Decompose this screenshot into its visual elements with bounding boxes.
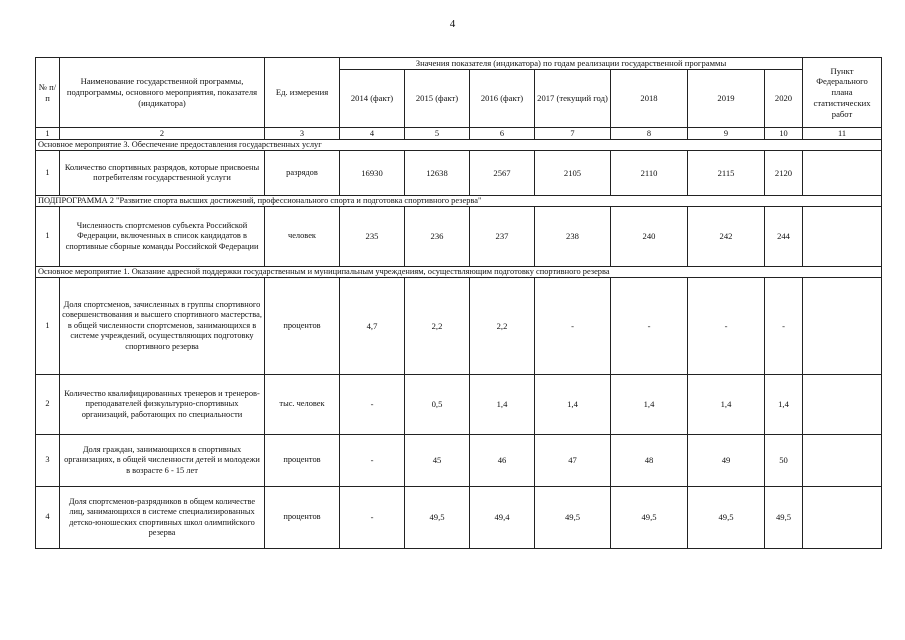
stat-item bbox=[803, 151, 882, 196]
column-number: 1 bbox=[36, 128, 60, 140]
value-cell: 4,7 bbox=[340, 278, 405, 375]
indicator-name: Доля граждан, занимающихся в спортивных организациях, в общей численности детей и молодежи в возрасте 6 - 15 лет bbox=[60, 435, 265, 487]
value-cell: 237 bbox=[470, 207, 535, 267]
stat-item bbox=[803, 435, 882, 487]
value-cell: 236 bbox=[405, 207, 470, 267]
header-year: 2018 bbox=[611, 70, 688, 128]
value-cell: 49 bbox=[688, 435, 765, 487]
column-number: 10 bbox=[765, 128, 803, 140]
page-number: 4 bbox=[449, 18, 456, 30]
unit: процентов bbox=[265, 278, 340, 375]
value-cell: - bbox=[340, 435, 405, 487]
row-num: 4 bbox=[36, 487, 60, 549]
value-cell: 48 bbox=[611, 435, 688, 487]
value-cell: 12638 bbox=[405, 151, 470, 196]
row-num: 1 bbox=[36, 207, 60, 267]
header-year: 2019 bbox=[688, 70, 765, 128]
column-number: 6 bbox=[470, 128, 535, 140]
value-cell: 16930 bbox=[340, 151, 405, 196]
section-title: Основное мероприятие 3. Обеспечение предоставления государственных услуг bbox=[36, 140, 882, 151]
column-number: 3 bbox=[265, 128, 340, 140]
header-unit: Ед. измерения bbox=[265, 58, 340, 128]
header-values-group: Значения показателя (индикатора) по годам реализации государственной программы bbox=[340, 58, 803, 70]
header-year: 2016 (факт) bbox=[470, 70, 535, 128]
indicator-name: Доля спортсменов, зачисленных в группы спортивного совершенствования и высшего спортивного мастерства, в общей численности спортсменов, занимающихся в системе учреждений, осуществляющих подготовку спортивного резерва bbox=[60, 278, 265, 375]
column-number: 9 bbox=[688, 128, 765, 140]
value-cell: 49,5 bbox=[688, 487, 765, 549]
section-row bbox=[36, 196, 882, 207]
value-cell: 244 bbox=[765, 207, 803, 267]
value-cell: 1,4 bbox=[765, 375, 803, 435]
column-number: 2 bbox=[60, 128, 265, 140]
unit: тыс. человек bbox=[265, 375, 340, 435]
section-title: ПОДПРОГРАММА 2 "Развитие спорта высших достижений, профессионального спорта и подготовка спортивного резерва" bbox=[36, 196, 882, 207]
row-num: 1 bbox=[36, 278, 60, 375]
column-number: 5 bbox=[405, 128, 470, 140]
column-number: 7 bbox=[535, 128, 611, 140]
indicator-name: Доля спортсменов-разрядников в общем количестве лиц, занимающихся в системе специализированных детско-юношеских спортивных школ олимпийского резерва bbox=[60, 487, 265, 549]
value-cell: 1,4 bbox=[535, 375, 611, 435]
indicator-name: Численность спортсменов субъекта Российской Федерации, включенных в список кандидатов в спортивные сборные команды Российской Федерации bbox=[60, 207, 265, 267]
value-cell: 2120 bbox=[765, 151, 803, 196]
value-cell: 49,5 bbox=[535, 487, 611, 549]
value-cell: 49,5 bbox=[611, 487, 688, 549]
value-cell: 1,4 bbox=[470, 375, 535, 435]
unit: человек bbox=[265, 207, 340, 267]
header-year: 2014 (факт) bbox=[340, 70, 405, 128]
value-cell: - bbox=[340, 375, 405, 435]
table-row bbox=[36, 151, 882, 196]
indicator-name: Количество квалифицированных тренеров и тренеров-преподавателей физкультурно-спортивных организаций, работающих по специальности bbox=[60, 375, 265, 435]
value-cell: 0,5 bbox=[405, 375, 470, 435]
value-cell: 49,5 bbox=[405, 487, 470, 549]
unit: разрядов bbox=[265, 151, 340, 196]
value-cell: - bbox=[688, 278, 765, 375]
row-num: 2 bbox=[36, 375, 60, 435]
value-cell: 2567 bbox=[470, 151, 535, 196]
value-cell: 45 bbox=[405, 435, 470, 487]
header-year: 2017 (текущий год) bbox=[535, 70, 611, 128]
header-stat-item: Пункт Федерального плана статистических работ bbox=[803, 58, 882, 128]
value-cell: - bbox=[535, 278, 611, 375]
value-cell: 2105 bbox=[535, 151, 611, 196]
column-number: 11 bbox=[803, 128, 882, 140]
column-number: 8 bbox=[611, 128, 688, 140]
stat-item bbox=[803, 375, 882, 435]
table-row bbox=[36, 278, 882, 375]
column-number: 4 bbox=[340, 128, 405, 140]
value-cell: 2,2 bbox=[470, 278, 535, 375]
value-cell: - bbox=[340, 487, 405, 549]
table-row bbox=[36, 375, 882, 435]
section-row bbox=[36, 140, 882, 151]
value-cell: 240 bbox=[611, 207, 688, 267]
section-title: Основное мероприятие 1. Оказание адресной поддержки государственным и муниципальным учреждениям, осуществляющим подготовку спортивного резерва bbox=[36, 267, 882, 278]
value-cell: 2,2 bbox=[405, 278, 470, 375]
indicator-name: Количество спортивных разрядов, которые присвоены потребителям государственной услуги bbox=[60, 151, 265, 196]
unit: процентов bbox=[265, 435, 340, 487]
value-cell: - bbox=[765, 278, 803, 375]
row-num: 3 bbox=[36, 435, 60, 487]
header-name: Наименование государственной программы, подпрограммы, основного мероприятия, показателя (индикатора) bbox=[60, 58, 265, 128]
value-cell: 49,5 bbox=[765, 487, 803, 549]
stat-item bbox=[803, 487, 882, 549]
value-cell: 49,4 bbox=[470, 487, 535, 549]
value-cell: 2115 bbox=[688, 151, 765, 196]
value-cell: 50 bbox=[765, 435, 803, 487]
value-cell: 1,4 bbox=[611, 375, 688, 435]
value-cell: 46 bbox=[470, 435, 535, 487]
table-row bbox=[36, 487, 882, 549]
value-cell: 238 bbox=[535, 207, 611, 267]
table-row bbox=[36, 435, 882, 487]
header-num: № п/п bbox=[36, 58, 60, 128]
header-year: 2020 bbox=[765, 70, 803, 128]
table-row bbox=[36, 207, 882, 267]
value-cell: 47 bbox=[535, 435, 611, 487]
value-cell: 2110 bbox=[611, 151, 688, 196]
header-year: 2015 (факт) bbox=[405, 70, 470, 128]
stat-item bbox=[803, 278, 882, 375]
value-cell: 242 bbox=[688, 207, 765, 267]
value-cell: - bbox=[611, 278, 688, 375]
value-cell: 1,4 bbox=[688, 375, 765, 435]
value-cell: 235 bbox=[340, 207, 405, 267]
indicators-table bbox=[35, 57, 882, 549]
stat-item bbox=[803, 207, 882, 267]
unit: процентов bbox=[265, 487, 340, 549]
section-row bbox=[36, 267, 882, 278]
row-num: 1 bbox=[36, 151, 60, 196]
